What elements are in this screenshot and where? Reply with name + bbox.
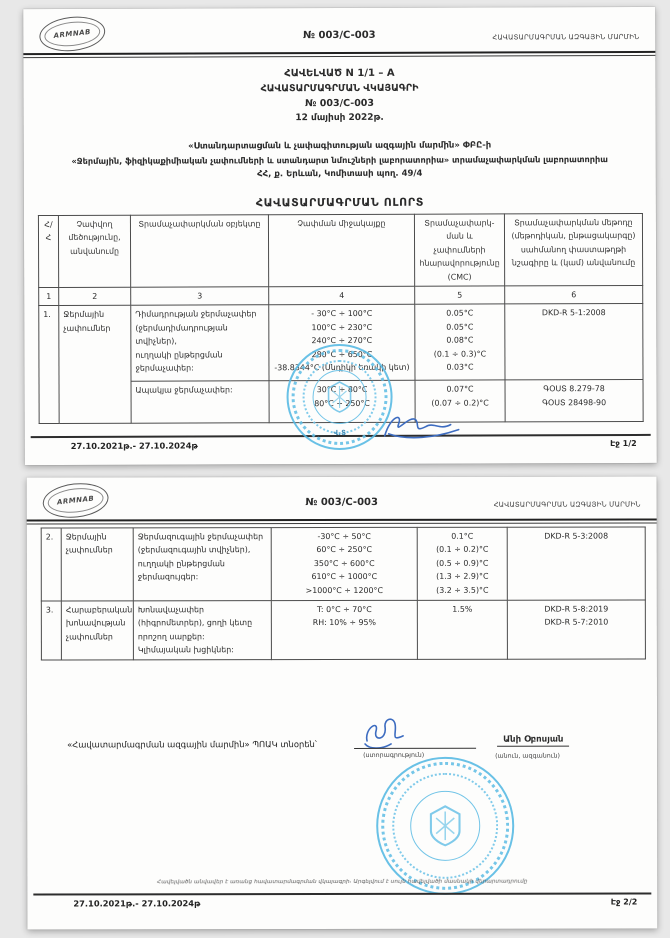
- col-number: 5: [415, 286, 505, 305]
- cell-range: T: 0°C ÷ 70°C RH: 10% ÷ 95%: [271, 600, 417, 659]
- certificate-date: 12 մայիսի 2022թ.: [295, 112, 384, 124]
- cell-quantity: Հարաբերական խոնավության չափումներ: [61, 601, 133, 660]
- org-address: ՀՀ, ք. Երևան, Կոմիտասի պող. 49/4: [257, 168, 423, 180]
- table-header-row: [38, 213, 642, 287]
- cell-method: DKD-R 5-8:2019 DKD-R 5-7:2010: [507, 600, 645, 659]
- cell-cmc: 0.1°C (0.1 ÷ 0.2)°C (0.5 ÷ 0.9)°C (1.3 ÷ 2.9)°C (3.2 ÷ 3.5)°C: [417, 527, 507, 600]
- official-round-stamp: [376, 757, 514, 895]
- certificate-page-1: [23, 7, 657, 465]
- page1-header: [23, 7, 655, 55]
- column-number-row: [39, 285, 643, 306]
- cell-object: Ապակյա ջերմաչափեր:: [131, 381, 269, 423]
- cell-object: Դիմադրության ջերմաչափեր (ջերմադիմադրության տվիչներ), ուղղակի ընթերցման ջերմաչափեր:: [131, 305, 269, 381]
- document-number: № 003/C-003: [302, 29, 376, 42]
- cell-method: DKD-R 5-1:2008: [505, 304, 643, 380]
- col-number: 6: [505, 285, 643, 304]
- certificate-title: ՀԱՎԱՏԱՐՄԱԳՐՄԱՆ ՎԿԱՅԱԳՐԻ: [260, 82, 419, 95]
- header-rule: [23, 51, 655, 58]
- stamp-initials: Վ.Տ: [333, 428, 346, 438]
- cell-range: -30°C ÷ 50°C 60°C ÷ 250°C 350°C ÷ 600°C 610°C ÷ 1000°C >1000°C ÷ 1200°C: [271, 527, 417, 600]
- cell-method: ԳՕՍՏ 8.279-78 ԳՕՍՏ 28498-90: [505, 380, 643, 422]
- col-number: 3: [131, 287, 269, 306]
- cell-quantity: Ջերմային չափումներ: [61, 528, 133, 601]
- col-header-index: Հ/Հ: [38, 215, 58, 287]
- cell-method: DKD-R 5-3:2008: [507, 527, 645, 600]
- director-signature-label: «Հավատարմագրման ազգային մարմին» ՊՈԱԿ տնօրեն՝: [67, 739, 317, 750]
- certificate-number: № 003/C-003: [305, 97, 375, 110]
- validity-dates: 27.10.2021թ.- 27.10.2024թ: [73, 898, 201, 909]
- col-header-quantity: Չափվող մեծությունը, անվանումը: [58, 215, 130, 287]
- page-number: Էջ 1/2: [610, 438, 637, 449]
- cell-index: 2.: [41, 528, 61, 601]
- page2-header: [27, 476, 657, 523]
- col-header-cmc: Տրամաչափարկ- ման և չափումների հնարավորությունը (CMC): [414, 214, 504, 286]
- org-name: «Ստանդարտացման և չափագիտության ազգային մարմին» ՓԲԸ-ի: [188, 140, 492, 152]
- cell-range: 30°C ÷ 80°C 80°C ÷ 250°C: [269, 381, 415, 424]
- signature-caption: (ստորագրություն): [363, 751, 425, 759]
- armnab-logo-text: ARMNAB: [47, 486, 105, 516]
- table-row: [41, 527, 645, 601]
- certificate-page-2: [27, 476, 658, 929]
- cell-index: 1.: [39, 306, 59, 424]
- cell-cmc: 1.5%: [417, 600, 507, 659]
- col-number: 2: [59, 287, 131, 306]
- cell-index: 3.: [41, 601, 61, 660]
- footer-rule: [33, 892, 651, 895]
- page-number: Էջ 2/2: [610, 897, 638, 907]
- name-caption: (անուն, ազգանուն): [495, 752, 560, 760]
- cell-cmc: 0.07°C (0.07 ÷ 0.2)°C: [415, 380, 505, 422]
- cell-range: - 30°C ÷ 100°C 100°C ÷ 230°C 240°C ÷ 270°C 280°C ÷ 650°C -38.8344°C (Սնդիկի եռակի կետ): [269, 305, 415, 382]
- col-number: 4: [269, 286, 415, 305]
- col-number: 1: [39, 288, 59, 306]
- director-signature-page2: [357, 713, 441, 749]
- scope-table-page2: [41, 526, 646, 660]
- director-signature-page1: [377, 408, 465, 446]
- header-rule: [27, 518, 657, 524]
- cell-object: Ջերմազուգային ջերմաչափեր (ջերմազուգային տվիչներ), ուղղակի ընթերցման ջերմազույգեր:: [133, 528, 271, 601]
- annex-title: ՀԱՎԵԼՎԱԾ N 1/1 – A: [284, 67, 395, 80]
- lab-name: «Ջերմային, ֆիզիկաքիմիական չափումների և ստանդարտ նմուշների լաբորատորիա» տրամաչափարկման լաբորատորիա: [71, 154, 608, 166]
- accreditation-authority-label: ՀԱՎԱՏԱՐՄԱԳՐՄԱՆ ԱԶԳԱՅԻՆ ՄԱՐՄԻՆ: [492, 32, 640, 42]
- col-header-range: Չափման միջակայքը: [268, 214, 414, 287]
- armnab-logo-text: ARMNAB: [43, 19, 101, 49]
- cell-quantity: Ջերմային չափումներ: [59, 306, 131, 424]
- accreditation-authority-label: ՀԱՎԱՏԱՐՄԱԳՐՄԱՆ ԱԶԳԱՅԻՆ ՄԱՐՄԻՆ: [493, 500, 641, 509]
- signature-line: [354, 748, 476, 749]
- table-row: [41, 600, 645, 660]
- disclaimer-text: Հավելվածն անվավեր է առանց հավատարմագրման վկայագրի։ Արգելվում է սույն հավելվածի մասնակի վերարտադրումը: [157, 878, 528, 886]
- cell-cmc: 0.05°C 0.05°C 0.08°C (0.1 ÷ 0.3)°C 0.03°C: [415, 304, 505, 380]
- validity-dates: 27.10.2021թ.- 27.10.2024թ: [70, 440, 198, 451]
- col-header-object: Տրամաչափարկման օբյեկտը: [130, 215, 268, 288]
- scope-title: ՀԱՎԱՏԱՐՄԱԳՐՄԱՆ ՈԼՈՐՏ: [255, 195, 424, 210]
- cell-object: Խոնավաչափեր (հիգրոմետրեր), ցողի կետը որոշող սարքեր: Կլիմայական խցիկներ:: [133, 601, 271, 660]
- director-name: Անի Օբոսյան: [497, 735, 569, 747]
- coat-of-arms-icon: [319, 377, 359, 417]
- document-number: № 003/C-003: [305, 496, 378, 509]
- col-header-method: Տրամաչափարկման մեթոդը (մեթոդիկան, ընթացակարգը) սահմանող փաստաթղթի նշագիրը և (կամ) անվանումը: [504, 213, 642, 286]
- coat-of-arms-icon: [419, 800, 471, 852]
